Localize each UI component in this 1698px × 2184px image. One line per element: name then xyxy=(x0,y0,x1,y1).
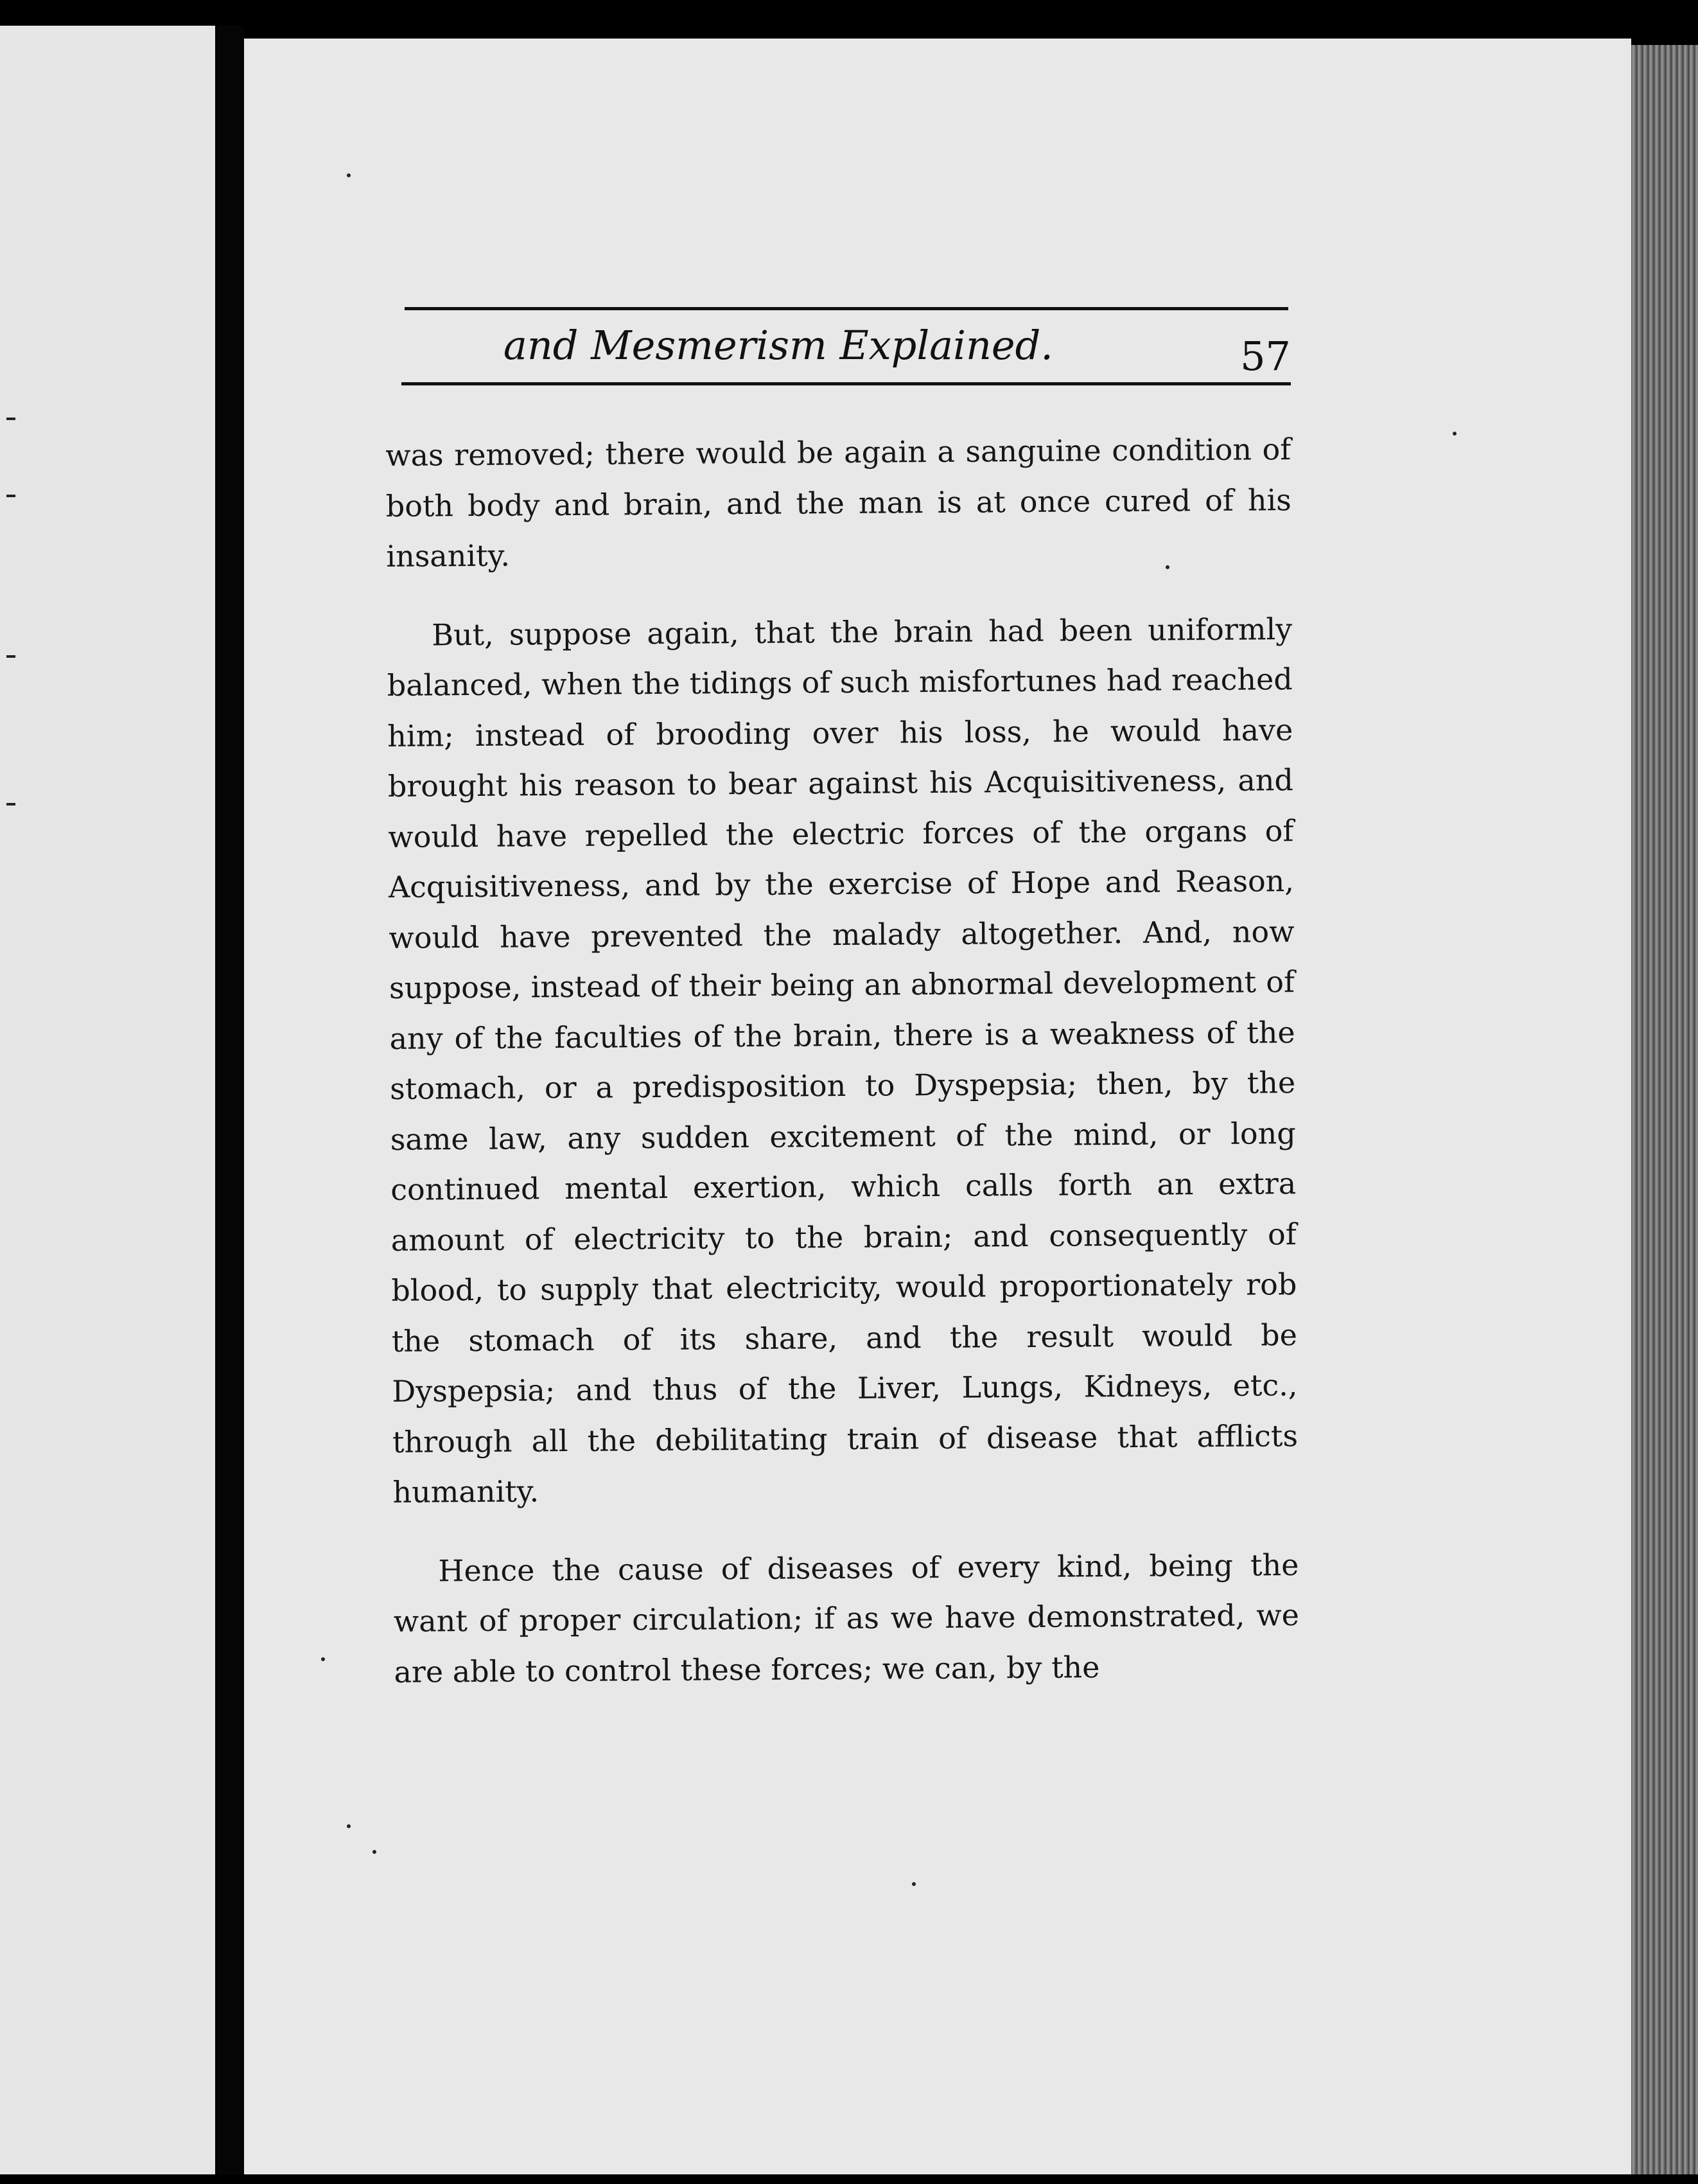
scan-speck xyxy=(912,1882,916,1886)
body-text xyxy=(385,424,1300,1697)
scan-speck xyxy=(372,1850,376,1854)
scan-speck xyxy=(1166,565,1169,569)
facing-page-mark xyxy=(6,495,15,497)
header-rule-bottom xyxy=(401,382,1291,385)
facing-page-mark xyxy=(6,803,15,806)
running-title: and Mesmerism Explained. xyxy=(503,322,1053,369)
scan-speck xyxy=(1453,432,1457,436)
facing-page-mark xyxy=(6,418,15,420)
scan-speck xyxy=(347,173,351,177)
page-block-edge xyxy=(1631,45,1698,2174)
paragraph: was removed; there would be again a sanguine condition of both body and brain, and the man is at once cured of his insanity. xyxy=(385,432,1291,574)
paragraph: Hence the cause of diseases of every kind, being the want of proper circulation; if as we have demonstrated, we are able to control these forces; we can, by the xyxy=(393,1547,1300,1689)
header-rule-top xyxy=(405,307,1288,310)
facing-page-edge xyxy=(0,26,215,2174)
facing-page-mark xyxy=(6,655,15,658)
page-number: 57 xyxy=(1240,333,1291,380)
paragraph: But, suppose again, that the brain had been uniformly balanced, when the tidings of such misfortunes had reached him; instead of brooding over his loss, he would have brought his reason to bear against his Acquisitiveness, and would have repelled the electric forces of the organs of Acquisitiveness, and by the exercise of Hope and Reason, would have prevented the malady altogether. And, now suppose, instead of their being an abnormal development of any of the faculties of the brain, there is a weakness of the stomach, or a predisposition to Dyspepsia; then, by the same law, any sudden excitement of the mind, or long continued mental exertion, which calls forth an extra amount of electricity to the brain; and consequently of blood, to supply that electricity, would proportionately rob the stomach of its share, and the result would be Dyspepsia; and thus of the Liver, Lungs, Kidneys, etc., through all the debilitating train of disease that afflicts humanity. xyxy=(387,611,1299,1510)
scan-speck xyxy=(321,1657,325,1661)
book-gutter xyxy=(215,26,244,2174)
scan-speck xyxy=(347,1824,351,1828)
